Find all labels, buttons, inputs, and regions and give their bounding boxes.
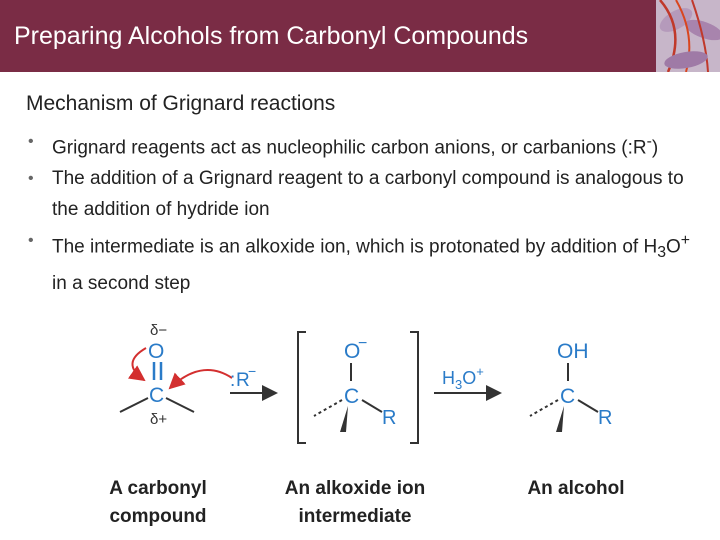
bullet-list: [28, 126, 708, 299]
bullet-item: • The intermediate is an alkoxide ion, which is protonated by addition of $H_3O^+$ in a second step: [28, 225, 708, 299]
electron-push-arrow: [132, 348, 146, 380]
delta-minus-label: δ−: [150, 322, 168, 339]
carbonyl-structure: [120, 322, 256, 428]
grignard-mechanism-diagram: [90, 318, 650, 533]
section-title: Mechanism of Grignard reactions: [26, 92, 336, 115]
alcohol-carbon: C: [560, 385, 576, 408]
alkoxide-label-line2: intermediate: [298, 506, 412, 527]
alkoxide-charge: −: [358, 335, 368, 352]
carbonyl-label-line2: compound: [109, 506, 207, 527]
carbonyl-label-line1: A carbonyl: [109, 478, 207, 499]
grignard-charge: −: [248, 363, 257, 379]
carbonyl-carbon: C: [149, 384, 165, 407]
hydronium-reagent: $H_3O^+$: [442, 364, 484, 392]
crocus-flower-image: [656, 0, 720, 72]
alcohol-label: An alcohol: [527, 478, 625, 499]
grignard-r-group: R: [236, 370, 250, 391]
alcohol-structure: [530, 340, 612, 432]
bullet-item: • The addition of a Grignard reagent to a carbonyl compound is analogous to the addition of hydride ion: [28, 163, 708, 225]
slide-title: Preparing Alcohols from Carbonyl Compounds: [14, 22, 529, 50]
delta-plus-label: δ+: [150, 411, 168, 428]
alkoxide-structure: [298, 332, 418, 443]
nucleophile-attack-arrow: [170, 370, 232, 388]
hydroxyl-group: OH: [557, 340, 589, 363]
alkoxide-r-group: R: [382, 407, 397, 429]
grignard-lone-pair: :: [230, 370, 236, 391]
bullet-item: • Grignard reagents act as nucleophilic carbon anions, or carbanions (:R-): [28, 126, 708, 163]
svg-text:O: O: [344, 340, 361, 363]
title-bar: [0, 0, 720, 72]
carbonyl-oxygen: O: [148, 340, 165, 363]
alkoxide-label-line1: An alkoxide ion: [284, 478, 426, 499]
alkoxide-carbon: C: [344, 385, 360, 408]
alcohol-r-group: R: [598, 407, 613, 429]
